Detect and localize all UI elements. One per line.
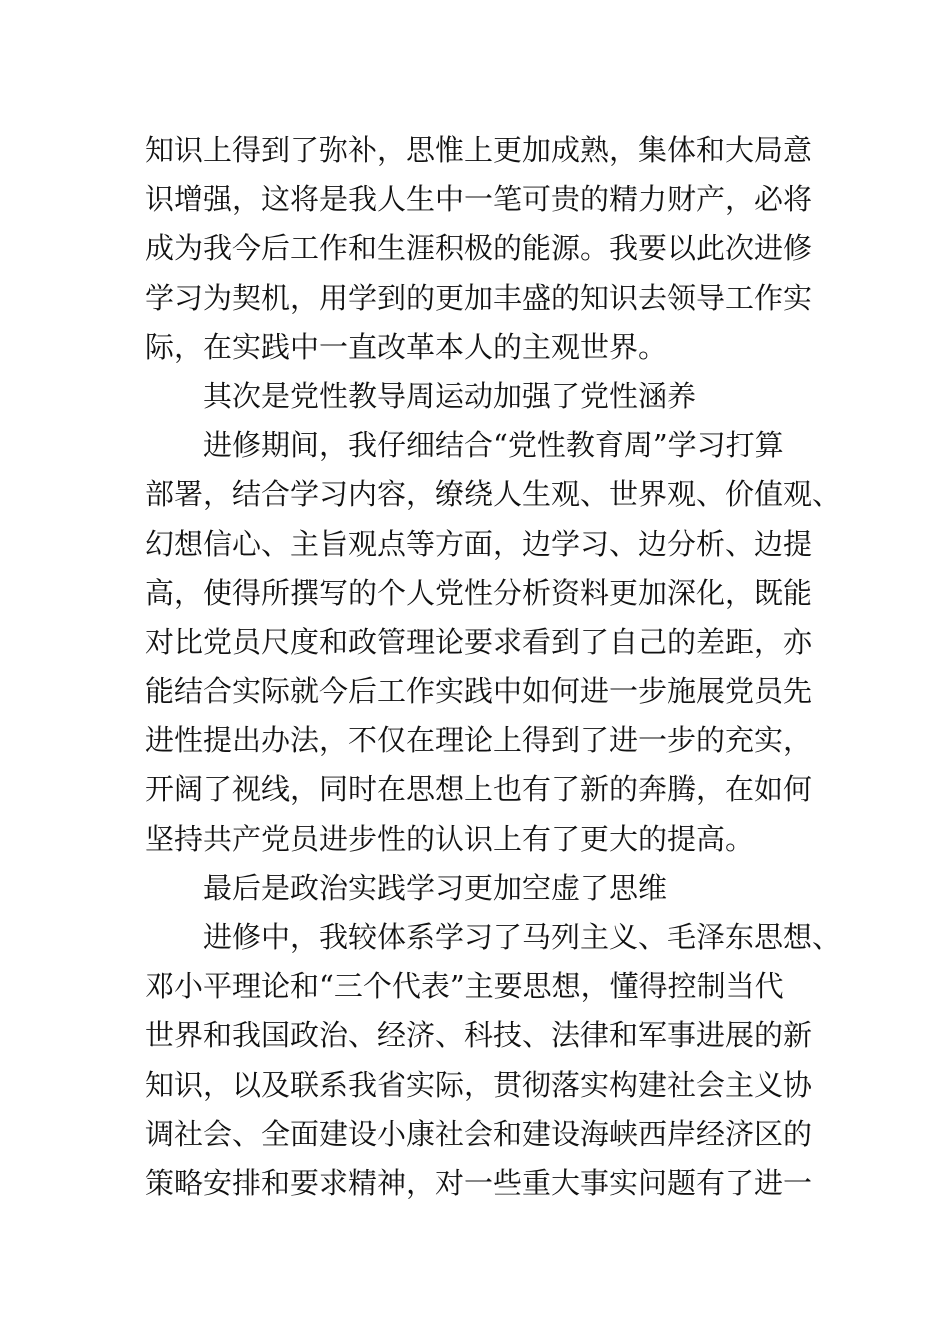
text-line: 对比党员尺度和政管理论要求看到了自己的差距，亦 — [145, 624, 813, 659]
body-text — [145, 126, 842, 1208]
text-line: 坚持共产党员进步性的认识上有了更大的提高。 — [145, 821, 755, 856]
section-heading: 最后是政治实践学习更加空虚了思维 — [203, 870, 668, 905]
text-line: 邓小平理论和“三个代表”主要思想，懂得控制当代 — [145, 969, 784, 1004]
text-line: 际，在实践中一直改革本人的主观世界。 — [145, 329, 668, 364]
text-line: 开阔了视线，同时在思想上也有了新的奔腾，在如何 — [145, 772, 813, 807]
text-line: 幻想信心、主旨观点等方面，边学习、边分析、边提 — [145, 526, 813, 561]
text-line: 进修中，我较体系学习了马列主义、毛泽东思想、 — [203, 920, 842, 954]
text-line: 调社会、全面建设小康社会和建设海峡西岸经济区的 — [145, 1116, 813, 1151]
text-line: 世界和我国政治、经济、科技、法律和军事进展的新 — [145, 1018, 813, 1053]
text-line: 部署，结合学习内容，缭绕人生观、世界观、价值观、 — [145, 477, 842, 512]
text-line: 策略安排和要求精神，对一些重大事实问题有了进一 — [145, 1165, 813, 1200]
text-line: 高，使得所撰写的个人党性分析资料更加深化，既能 — [145, 575, 813, 610]
text-line: 进性提出办法，不仅在理论上得到了进一步的充实， — [145, 723, 813, 758]
text-line: 知识上得到了弥补，思惟上更加成熟，集体和大局意 — [145, 133, 813, 167]
text-line: 识增强，这将是我人生中一笔可贵的精力财产，必将 — [145, 182, 813, 217]
text-line: 能结合实际就今后工作实践中如何进一步施展党员先 — [145, 674, 813, 709]
text-line: 知识，以及联系我省实际，贯彻落实构建社会主义协 — [145, 1067, 813, 1102]
text-line: 进修期间，我仔细结合“党性教育周”学习打算 — [203, 428, 784, 463]
section-heading: 其次是党性教导周运动加强了党性涵养 — [203, 378, 697, 413]
text-line: 学习为契机，用学到的更加丰盛的知识去领导工作实 — [145, 280, 813, 315]
text-line: 成为我今后工作和生涯积极的能源。我要以此次进修 — [145, 231, 813, 266]
